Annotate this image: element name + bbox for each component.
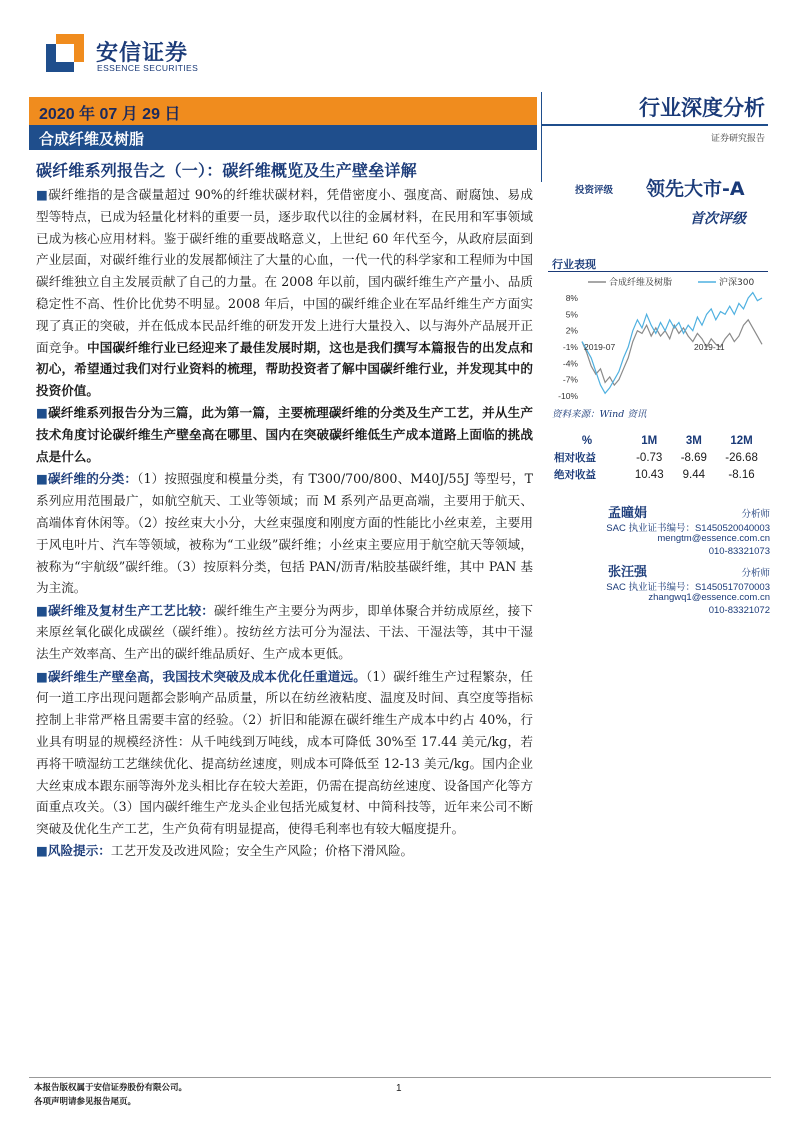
analyst-sac: SAC 执业证书编号：S1450517070003 bbox=[606, 582, 770, 593]
table-cell: -0.73 bbox=[636, 451, 663, 464]
legend-label: 沪深300 bbox=[719, 278, 755, 288]
table-cell: -8.69 bbox=[680, 451, 707, 464]
y-tick-label: 5% bbox=[565, 309, 578, 320]
table-cell: 10.43 bbox=[634, 468, 664, 481]
footer-copyright: 本报告版权属于安信证券股份有限公司。 bbox=[34, 1083, 188, 1093]
table-row bbox=[548, 466, 768, 483]
analyst-name: 孟曈娟 bbox=[608, 506, 648, 521]
table-header-cell: % bbox=[581, 434, 593, 447]
brand-name-cn: 安信证券 bbox=[96, 41, 189, 66]
paragraph-barriers bbox=[36, 666, 533, 840]
performance-rule bbox=[548, 271, 768, 272]
risk-heading: 风险提示： bbox=[47, 843, 111, 859]
series-line bbox=[582, 320, 762, 385]
analyst-email[interactable]: zhangwq1@essence.com.cn bbox=[648, 592, 770, 603]
classification-heading: 碳纤维的分类： bbox=[48, 471, 138, 487]
date-bar bbox=[29, 97, 537, 125]
process-heading: 碳纤维及复材生产工艺比较： bbox=[48, 602, 215, 618]
performance-table bbox=[548, 432, 768, 483]
rating-note: 首次评级 bbox=[690, 211, 746, 227]
barriers-text: （1）碳纤维生产过程繁杂，任何一道工序出现问题都会影响产品质量，所以在纺丝液粘度、温度及时间、真空度等指标控制上非常严格且需要丰富的经验。（2）折旧和能源在碳纤维生产成本中约占 40%，行业具有明显的规模经济性：从千吨线到万吨线，成本可降低 30%至 17.44 美元/kg，若再将干喷湿纺工艺继续优化、提高纺丝速度，则成本可降低至 12-13 美元/kg。国内企业大丝束成本跟东丽等海外龙头相比存在较大差距，仍需在提高纺丝速度、设备国产化等方面重点攻关。（3）国内碳纤维生产龙头企业包括光威复材、中简科技等，近年来公司不断突破及优化生产工艺，生产负荷有明显提高，使得毛利率也有较大幅度提升。 bbox=[36, 668, 534, 837]
y-tick-label: -7% bbox=[562, 374, 578, 385]
paragraph-series bbox=[36, 402, 533, 467]
row-label: 绝对收益 bbox=[554, 469, 596, 481]
footer-rule bbox=[29, 1077, 771, 1078]
overview-text: 碳纤维指的是含碳量超过 90%的纤维状碳材料，凭借密度小、强度高、耐腐蚀、易成型等特点，已成为轻量化材料的重要一员，逐步取代以往的金属材料，在民用和军事领域已成为核心应用材料。鉴于碳纤维的重要战略意义，上世纪 60 年代至今，从政府层面到产业层面，对碳纤维行业的发展都倾注了大量的心血，一代一代的科学家和工程师为中国碳纤维独立自主发展贡献了自己的力量。在 2008 年以前，国内碳纤维生产产量小、品质稳定性不高、性价比优势不明显。2008 年后，中国的碳纤维企业在军品纤维生产方面实现了真正的突破，并在低成本民品纤维的研发开发上进行大量投入、以与海外产品展开正面竞争。 bbox=[36, 187, 533, 355]
bullet-square-icon: ■ bbox=[36, 187, 49, 202]
table-cell: -8.16 bbox=[728, 468, 755, 481]
report-title: 碳纤维系列报告之（一）：碳纤维概览及生产壁垒详解 bbox=[36, 161, 417, 180]
table-row bbox=[548, 449, 768, 466]
table-header-cell: 1M bbox=[641, 434, 658, 447]
y-tick-label: -10% bbox=[558, 391, 578, 401]
analyst-name: 张汪强 bbox=[608, 565, 648, 580]
bullet-square-icon: ■ bbox=[36, 843, 48, 859]
bullet-square-icon: ■ bbox=[36, 668, 49, 684]
y-tick-label: 8% bbox=[565, 293, 578, 303]
rating-value: 领先大市-A bbox=[646, 178, 745, 200]
process-text: 碳纤维生产主要分为两步，即单体聚合并纺成原丝，接下来原丝氧化碳化成碳丝（碳纤维）。按纺丝方法可分为湿法、干法、干湿法等，其中干湿法生产效率高、生产出的碳纤维品质好、生产成本更低。 bbox=[36, 602, 533, 662]
paragraph-overview bbox=[36, 184, 533, 402]
risk-text: 工艺开发及改进风险；安全生产风险；价格下滑风险。 bbox=[110, 843, 414, 859]
sector-bar bbox=[29, 125, 537, 150]
paragraph-classification bbox=[36, 468, 533, 599]
analyst-sac: SAC 执业证书编号：S1450520040003 bbox=[606, 523, 770, 534]
table-cell: -26.68 bbox=[725, 451, 758, 464]
report-type: 行业深度分析 bbox=[639, 96, 765, 120]
performance-chart bbox=[548, 274, 768, 402]
bullet-square-icon: ■ bbox=[36, 405, 49, 421]
analyst-phone: 010-83321072 bbox=[708, 605, 770, 616]
logo-mark-icon bbox=[44, 32, 86, 74]
analyst-role: 分析师 bbox=[741, 568, 770, 579]
paragraph-risk bbox=[36, 840, 533, 862]
analyst-email[interactable]: mengtm@essence.com.cn bbox=[657, 533, 770, 544]
analyst-card bbox=[560, 561, 770, 641]
paragraph-process bbox=[36, 600, 533, 665]
rating-label: 投资评级 bbox=[575, 185, 614, 196]
table-header-cell: 3M bbox=[685, 434, 702, 447]
report-subtype: 证券研究报告 bbox=[710, 134, 765, 144]
page-number: 1 bbox=[396, 1083, 402, 1094]
report-date: 2020 年 07 月 29 日 bbox=[39, 106, 181, 123]
bullet-square-icon: ■ bbox=[36, 602, 49, 618]
report-type-rule bbox=[541, 124, 768, 126]
series-text: 碳纤维系列报告分为三篇，此为第一篇，主要梳理碳纤维的分类及生产工艺，并从生产技术角度讨论碳纤维生产壁垒高在哪里、国内在突破碳纤维低生产成本道路上面临的挑战点是什么。 bbox=[36, 405, 533, 465]
overview-bold-text: 中国碳纤维行业已经迎来了最佳发展时期，这也是我们撰写本篇报告的出发点和初心，希望通过我们对行业资料的梳理，帮助投资者了解中国碳纤维行业，并发现其中的投资价值。 bbox=[36, 339, 534, 399]
company-logo bbox=[44, 32, 224, 82]
analyst-phone: 010-83321073 bbox=[708, 546, 770, 557]
legend-label: 合成纤维及树脂 bbox=[609, 278, 673, 288]
barriers-heading: 碳纤维生产壁垒高，我国技术突破及成本优化任重道远。 bbox=[48, 668, 366, 684]
report-body bbox=[36, 184, 533, 863]
y-tick-label: -4% bbox=[562, 358, 578, 369]
table-header-cell: 12M bbox=[730, 434, 753, 447]
row-label: 相对收益 bbox=[554, 452, 596, 464]
brand-name-en: ESSENCE SECURITIES bbox=[97, 63, 199, 73]
table-header-row bbox=[548, 432, 768, 449]
y-tick-label: 2% bbox=[565, 325, 578, 336]
performance-label: 行业表现 bbox=[552, 258, 596, 271]
table-cell: 9.44 bbox=[682, 468, 705, 481]
header-divider bbox=[541, 92, 542, 182]
sector-name: 合成纤维及树脂 bbox=[39, 130, 145, 148]
analyst-role: 分析师 bbox=[741, 509, 770, 520]
bullet-square-icon: ■ bbox=[36, 471, 49, 487]
x-tick-label: 2019-07 bbox=[584, 342, 616, 352]
footer-disclaimer: 各项声明请参见报告尾页。 bbox=[34, 1097, 137, 1107]
classification-text: （1）按照强度和模量分类，有 T300/700/800、M40J/55J 等型号，T 系列应用范围最广，如航空航天、工业等领域；而 M 系列产品更高端，主要用于航天、高端体育休闲等。（2）按丝束大小分，大丝束强度和刚度方面的性能比小丝束差，主要用于风电叶片、汽车等领域，被称为“工业级”碳纤维；小丝束主要应用于航空航天等领域，被称为“宇航级”碳纤维。（3）按原料分类，包括 PAN/沥青/粘胶基碳纤维，其中 PAN 基为主流。 bbox=[36, 471, 534, 596]
y-tick-label: -1% bbox=[562, 342, 578, 352]
chart-source: 资料来源：Wind 资讯 bbox=[552, 409, 647, 420]
x-tick-label: 2019-11 bbox=[694, 342, 725, 352]
